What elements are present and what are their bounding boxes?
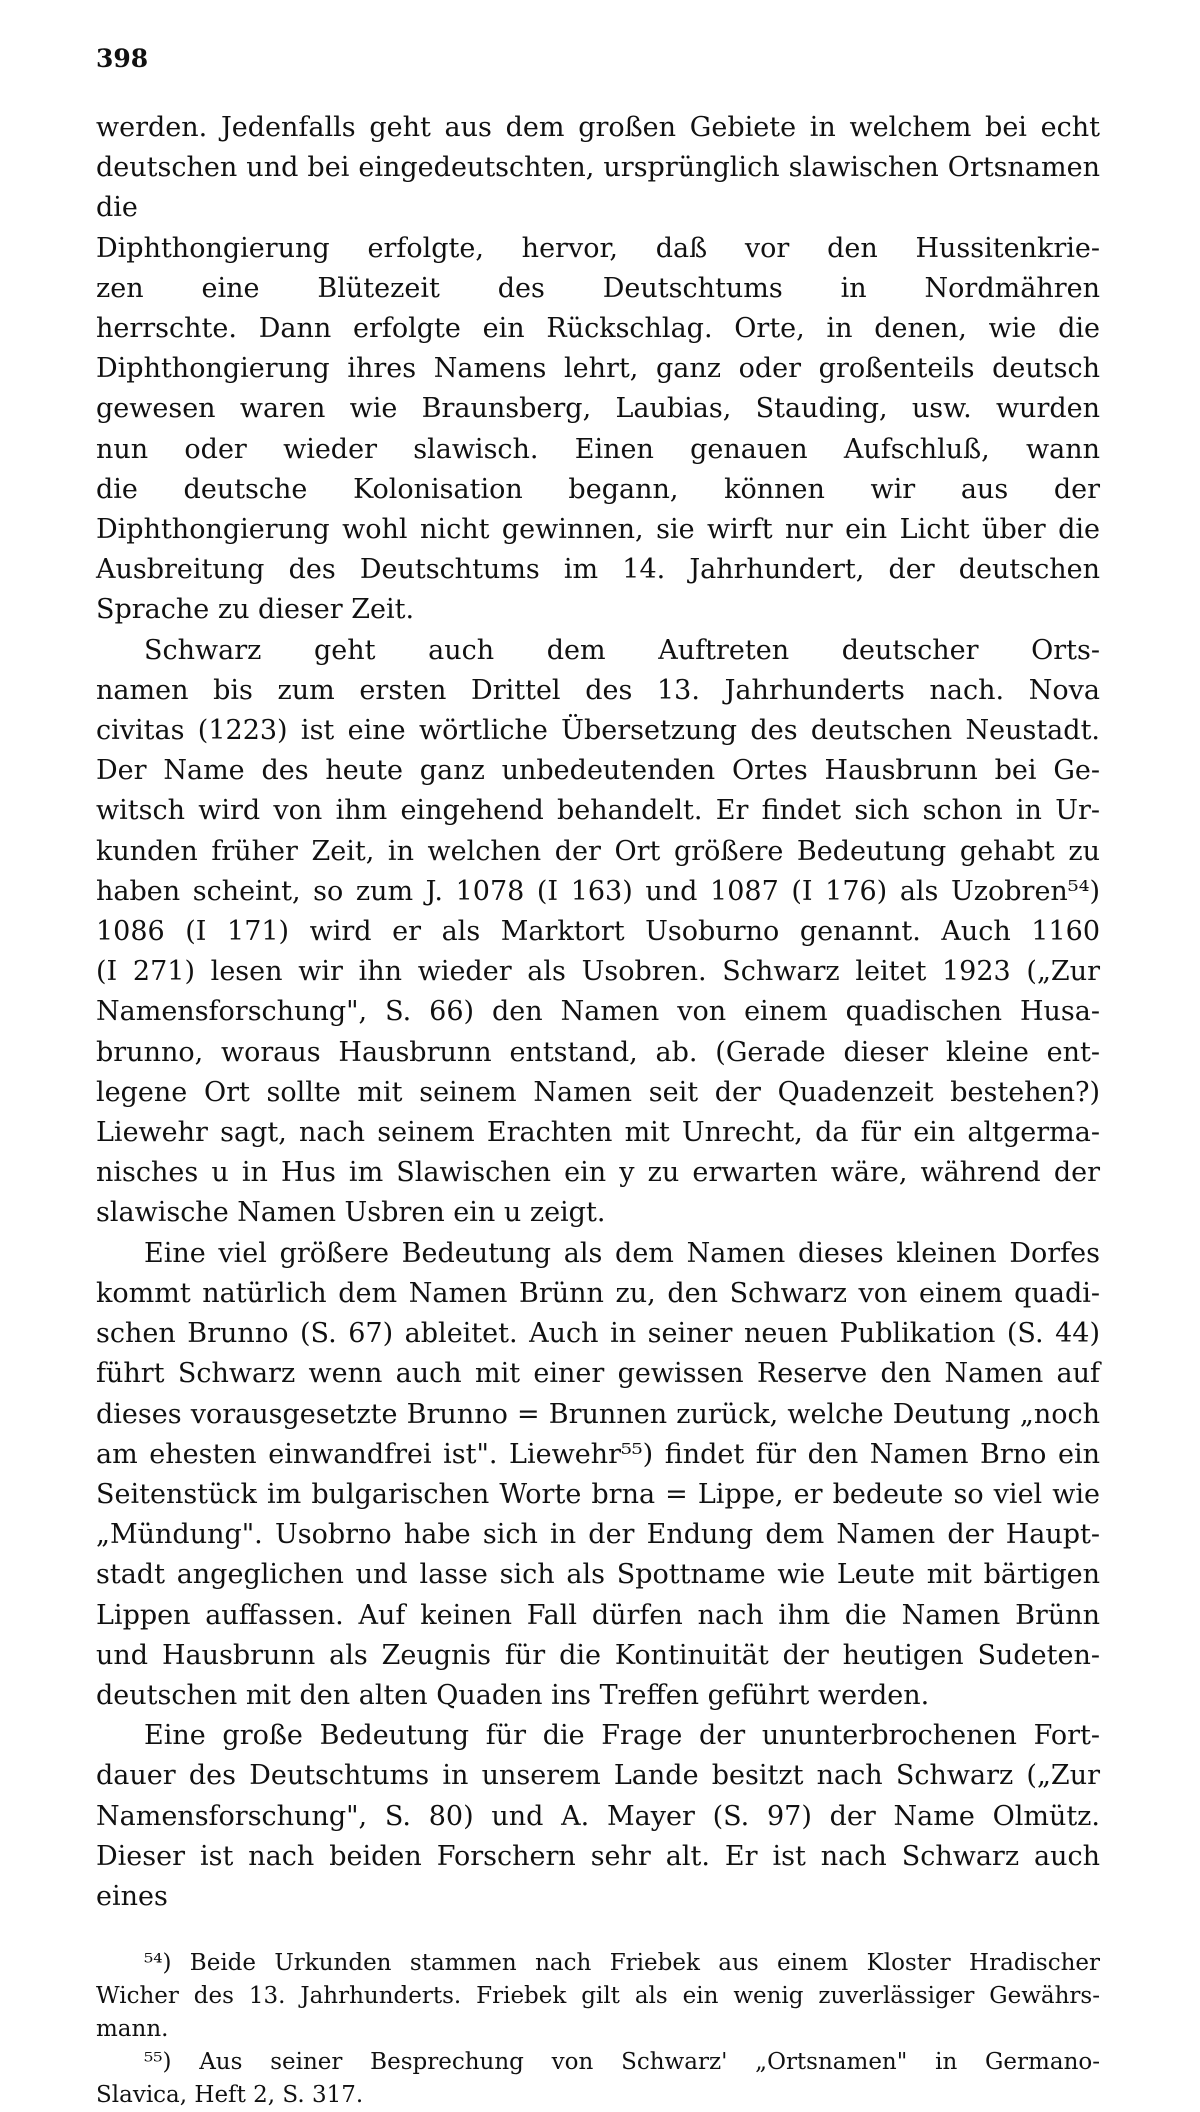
text-line: die deutsche Kolonisation begann, können wir aus der: [96, 473, 1100, 505]
text-line: Lippen auffassen. Auf keinen Fall dürfen nach ihm die Namen Brünn: [96, 1599, 1100, 1631]
text-line: nun oder wieder slawisch. Einen genauen Aufschluß, wann: [96, 433, 1100, 465]
text-line: Dieser ist nach beiden Forschern sehr alt. Er ist nach Schwarz auch eines: [96, 1840, 1100, 1912]
text-line: Eine große Bedeutung für die Frage der ununterbrochenen Fort-: [144, 1720, 1100, 1752]
footnotes: [96, 1947, 1100, 2112]
text-line: dieses vorausgesetzte Brunno = Brunnen zurück, welche Deutung „noch: [96, 1398, 1100, 1430]
text-line: Der Name des heute ganz unbedeutenden Ortes Hausbrunn bei Ge-: [96, 755, 1100, 787]
footnote-line: ⁵⁴) Beide Urkunden stammen nach Friebek aus einem Kloster Hradischer: [144, 1950, 1100, 1977]
text-line: slawische Namen Usbren ein u zeigt.: [96, 1197, 606, 1229]
text-line: brunno, woraus Hausbrunn entstand, ab. (Gerade dieser kleine ent-: [96, 1036, 1100, 1068]
text-line: kommt natürlich dem Namen Brünn zu, den Schwarz von einem quadi-: [96, 1277, 1100, 1309]
paragraph-2: [96, 631, 1100, 1234]
text-line: 1086 (I 171) wird er als Marktort Usoburno genannt. Auch 1160: [96, 916, 1100, 948]
text-line: herrschte. Dann erfolgte ein Rückschlag. Orte, in denen, wie die: [96, 313, 1100, 345]
footnote-line: ⁵⁵) Aus seiner Besprechung von Schwarz' „Ortsnamen" in Germano-: [144, 2049, 1100, 2076]
text-line: kunden früher Zeit, in welchen der Ort größere Bedeutung gehabt zu: [96, 835, 1100, 867]
text-line: Diphthongierung wohl nicht gewinnen, sie wirft nur ein Licht über die: [96, 514, 1100, 546]
text-line: Diphthongierung erfolgte, hervor, daß vor den Hussitenkrie-: [96, 232, 1100, 264]
text-line: und Hausbrunn als Zeugnis für die Kontinuität der heutigen Sudeten-: [96, 1639, 1100, 1671]
footnote-line: mann.: [96, 2016, 169, 2043]
text-line: Sprache zu dieser Zeit.: [96, 594, 415, 626]
body-text: [96, 108, 1100, 1917]
text-line: namen bis zum ersten Drittel des 13. Jahrhunderts nach. Nova: [96, 674, 1100, 706]
text-line: stadt angeglichen und lasse sich als Spottname wie Leute mit bärtigen: [96, 1559, 1100, 1591]
text-line: deutschen und bei eingedeutschten, ursprünglich slawischen Ortsnamen die: [96, 152, 1100, 224]
text-line: Schwarz geht auch dem Auftreten deutscher Orts-: [144, 634, 1100, 666]
text-line: haben scheint, so zum J. 1078 (I 163) und 1087 (I 176) als Uzobren⁵⁴): [96, 875, 1100, 907]
footnote-line: Wicher des 13. Jahrhunderts. Friebek gilt als ein wenig zuverlässiger Gewährs-: [96, 1983, 1100, 2010]
text-line: deutschen mit den alten Quaden ins Treffen geführt werden.: [96, 1679, 930, 1711]
paragraph-4: [96, 1716, 1100, 1917]
text-line: Ausbreitung des Deutschtums im 14. Jahrhundert, der deutschen: [96, 554, 1100, 586]
footnote-line: Slavica, Heft 2, S. 317.: [96, 2082, 364, 2109]
text-line: Seitenstück im bulgarischen Worte brna = Lippe, er bedeute so viel wie: [96, 1478, 1100, 1510]
text-line: (I 271) lesen wir ihn wieder als Usobren. Schwarz leitet 1923 („Zur: [96, 956, 1100, 988]
footnote-54: [96, 1947, 1100, 2046]
text-line: witsch wird von ihm eingehend behandelt. Er findet sich schon in Ur-: [96, 795, 1100, 827]
text-line: Eine viel größere Bedeutung als dem Namen dieses kleinen Dorfes: [144, 1237, 1100, 1269]
footnote-55: [96, 2046, 1100, 2112]
text-line: gewesen waren wie Braunsberg, Laubias, Stauding, usw. wurden: [96, 393, 1100, 425]
text-line: legene Ort sollte mit seinem Namen seit der Quadenzeit bestehen?): [96, 1076, 1100, 1108]
page-number: 398: [96, 44, 149, 73]
text-line: dauer des Deutschtums in unserem Lande besitzt nach Schwarz („Zur: [96, 1760, 1100, 1792]
text-line: nisches u in Hus im Slawischen ein y zu erwarten wäre, während der: [96, 1157, 1100, 1189]
text-line: führt Schwarz wenn auch mit einer gewissen Reserve den Namen auf: [96, 1358, 1100, 1390]
text-line: Namensforschung", S. 80) und A. Mayer (S. 97) der Name Olmütz.: [96, 1800, 1100, 1832]
text-line: Namensforschung", S. 66) den Namen von einem quadischen Husa-: [96, 996, 1100, 1028]
paragraph-1: [96, 108, 1100, 631]
text-line: zen eine Blütezeit des Deutschtums in Nordmähren: [96, 272, 1100, 304]
text-line: Diphthongierung ihres Namens lehrt, ganz oder großenteils deutsch: [96, 353, 1100, 385]
text-line: schen Brunno (S. 67) ableitet. Auch in seiner neuen Publikation (S. 44): [96, 1318, 1100, 1350]
text-line: werden. Jedenfalls geht aus dem großen Gebiete in welchem bei echt: [96, 112, 1100, 143]
text-line: „Mündung". Usobrno habe sich in der Endung dem Namen der Haupt-: [96, 1519, 1100, 1551]
text-line: Liewehr sagt, nach seinem Erachten mit Unrecht, da für ein altgerma-: [96, 1117, 1100, 1149]
text-line: civitas (1223) ist eine wörtliche Übersetzung des deutschen Neustadt.: [96, 715, 1100, 747]
paragraph-3: [96, 1234, 1100, 1716]
text-line: am ehesten einwandfrei ist". Liewehr⁵⁵) findet für den Namen Brno ein: [96, 1438, 1100, 1470]
